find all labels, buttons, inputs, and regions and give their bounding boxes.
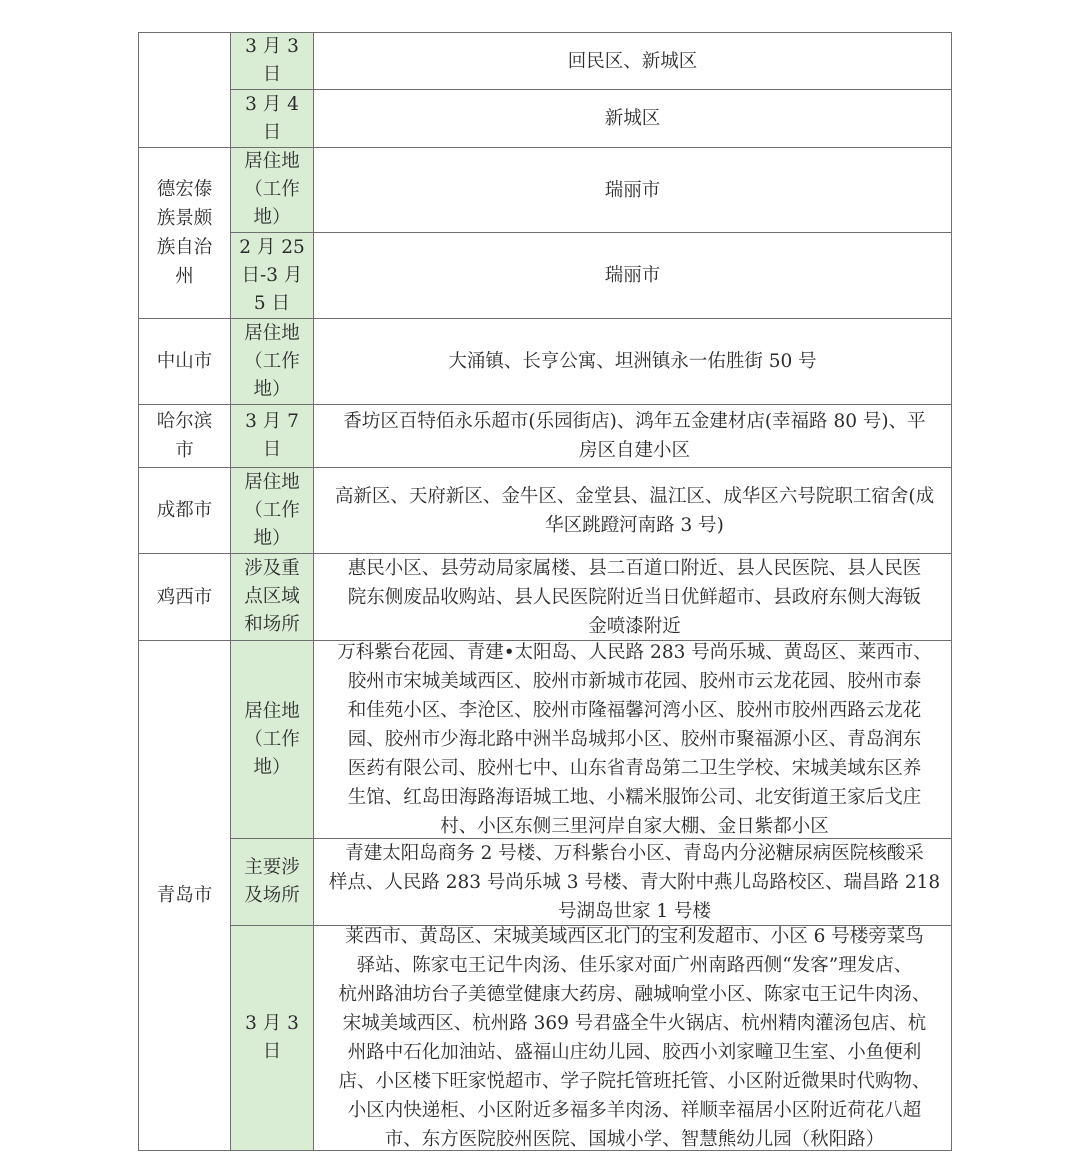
- time-cell-text: 3 月 7 日: [245, 411, 299, 460]
- time-cell-text: 居住地 （工作 地）: [244, 322, 300, 400]
- region-cell: [138, 640, 231, 1151]
- time-cell-text: 3 月 3 日: [245, 1013, 299, 1062]
- time-cell: [230, 467, 314, 554]
- time-cell: [230, 553, 314, 641]
- place-cell-text: 瑞丽市: [604, 265, 661, 286]
- time-cell: [230, 232, 314, 319]
- time-cell-text: 主要涉 及场所: [244, 857, 300, 906]
- place-cell-text: 万科紫台花园、青建•太阳岛、人民路 283 号尚乐城、黄岛区、莱西市、 胶州市宋城美域西区、胶州市新城市花园、胶州市云龙花园、胶州市泰 和佳苑小区、李沧区、胶州市隆福馨河湾小区、胶州市胶州西路云龙花 园、胶州市少海北路中洲半岛城邦小区、胶州市聚福源小区、青岛润东 医药有限公司、胶州七中、山东省青岛第二卫生学校、宋城美域东区养 生馆、红岛田海路海语城工地、小糯米服饰公司、北安街道王家后戈庄 村、小区东侧三里河岸自家大棚、金日紫都小区: [337, 642, 932, 837]
- place-cell: [313, 404, 952, 468]
- region-cell: [138, 32, 231, 148]
- region-cell-text: 哈尔滨 市: [156, 411, 213, 461]
- time-cell-text: 涉及重 点区域 和场所: [244, 558, 300, 635]
- place-cell: [313, 925, 952, 1151]
- time-cell-text: 居住地 （工作 地）: [244, 151, 300, 228]
- time-cell: [230, 89, 314, 148]
- place-cell: [313, 89, 952, 148]
- place-cell: [313, 838, 952, 926]
- time-cell-text: 居住地 （工作 地）: [244, 700, 300, 778]
- time-cell-text: 2 月 25 日-3 月 5 日: [239, 236, 305, 314]
- region-cell-text: 成都市: [156, 500, 213, 521]
- region-cell: [138, 553, 231, 641]
- region-cell-text: 青岛市: [156, 885, 213, 906]
- time-cell: [230, 32, 314, 90]
- region-cell: [138, 404, 231, 468]
- time-cell: [230, 925, 314, 1151]
- time-cell-text: 居住地 （工作 地）: [244, 471, 300, 549]
- region-cell: [138, 467, 231, 554]
- place-cell-text: 惠民小区、县劳动局家属楼、县二百道口附近、县人民医院、县人民医 院东侧废品收购站、县人民医院附近当日优鲜超市、县政府东侧大海钣 金喷漆附近: [347, 557, 922, 637]
- time-cell: [230, 318, 314, 405]
- time-cell: [230, 640, 314, 839]
- time-cell-text: 3 月 4 日: [245, 93, 299, 143]
- place-cell-text: 回民区、新城区: [567, 50, 698, 72]
- place-cell: [313, 232, 952, 319]
- place-cell: [313, 640, 952, 839]
- place-cell: [313, 553, 952, 641]
- region-cell-text: 德宏傣 族景颇 族自治 州: [156, 179, 213, 287]
- place-cell-text: 新城区: [604, 108, 661, 129]
- place-cell-text: 青建太阳岛商务 2 号楼、万科紫台小区、青岛内分泌糖尿病医院核酸采 样点、人民路 283 号尚乐城 3 号楼、青大附中燕儿岛路校区、瑞昌路 218 号湖岛世家 1 号楼: [328, 842, 941, 922]
- place-cell: [313, 32, 952, 90]
- place-cell-text: 高新区、天府新区、金牛区、金堂县、温江区、成华区六号院职工宿舍(成 华区跳蹬河南路 3 号): [334, 485, 935, 536]
- time-cell: [230, 404, 314, 468]
- region-cell-text: 鸡西市: [156, 586, 213, 608]
- place-cell-text: 莱西市、黄岛区、宋城美域西区北门的宝利发超市、小区 6 号楼旁菜鸟 驿站、陈家屯王记牛肉汤、佳乐家对面广州南路西侧“发客”理发店、 杭州路油坊台子美德堂健康大药房、融城响堂小区、陈家屯王记牛肉汤、 宋城美域西区、杭州路 369 号君盛全牛火锅店、杭州精肉灌汤包店、杭 州路中石化加油站、盛福山庄幼儿园、胶西小刘家疃卫生室、小鱼便利 店、小区楼下旺家悦超市、学子院托管班托管、小区附近微果时代购物、 小区内快递柜、小区附近多福多羊肉汤、祥顺幸福居小区附近荷花八超 市、东方医院胶州医院、国城小学、智慧熊幼儿园（秋阳路）: [338, 926, 931, 1150]
- time-cell-text: 3 月 3 日: [245, 36, 299, 85]
- place-cell: [313, 467, 952, 554]
- region-cell: [138, 318, 231, 405]
- time-cell: [230, 838, 314, 926]
- region-cell: [138, 147, 231, 319]
- time-cell: [230, 147, 314, 233]
- region-cell-text: 中山市: [156, 351, 213, 372]
- place-cell: [313, 147, 952, 233]
- place-cell-text: 香坊区百特佰永乐超市(乐园街店)、鸿年五金建材店(幸福路 80 号)、平 房区自建小区: [343, 411, 926, 461]
- place-cell: [313, 318, 952, 405]
- place-cell-text: 瑞丽市: [604, 179, 661, 201]
- place-cell-text: 大涌镇、长亨公寓、坦洲镇永一佑胜街 50 号: [448, 351, 817, 372]
